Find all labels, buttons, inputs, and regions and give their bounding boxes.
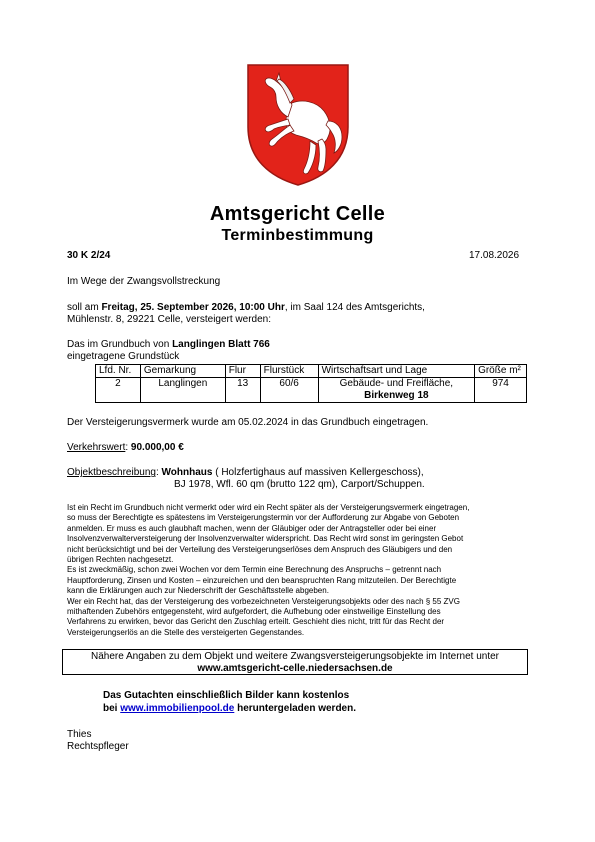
object-line (67, 467, 424, 479)
legal-note-line: Ist ein Recht im Grundbuch nicht vermerkt oder wird ein Recht später als der Versteigerungsvermerk eingetragen, (67, 503, 470, 512)
legal-note-line: mithaftenden Zubehörs entgegensteht, wird aufgefordert, die Aufhebung oder einstweilige Einstellung des (67, 607, 441, 617)
internet-notice-text: Nähere Angaben zu dem Objekt und weitere Zwangsversteigerungsobjekte im Internet unter (90, 651, 499, 662)
appointment-line (67, 302, 425, 314)
legal-note-line: Es ist zweckmäßig, schon zwei Wochen vor dem Termin eine Berechnung des Anspruchs – getrennt nach (67, 565, 442, 575)
col-gemarkung: Gemarkung (140, 365, 225, 378)
legal-notes (67, 503, 529, 638)
table-header-row (96, 365, 527, 378)
col-flur: Flur (225, 365, 260, 378)
col-lfd-nr: Lfd. Nr. (96, 365, 141, 378)
appointment-prefix: soll am (67, 302, 102, 313)
col-wirtschaftsart: Wirtschaftsart und Lage (318, 365, 474, 378)
court-name: Amtsgericht Celle (209, 203, 386, 225)
cell-groesse: 974 (475, 378, 527, 403)
auction-note: Der Versteigerungsvermerk wurde am 05.02.2024 in das Grundbuch eingetragen. (67, 417, 429, 428)
land-register-book: Langlingen Blatt 766 (172, 339, 270, 350)
appointment-suffix: , im Saal 124 des Amtsgerichts, (284, 302, 425, 313)
legal-note-line: Versteigerungserlös an die Stelle des versteigerten Gegenstandes. (67, 627, 305, 637)
land-register-line (67, 339, 270, 351)
table-row (96, 378, 527, 403)
appraisal-suffix: heruntergeladen werden. (234, 703, 357, 714)
cell-wirtschaftsart-text: Gebäude- und Freifläche, (339, 378, 454, 389)
cell-flurstueck: 60/6 (260, 378, 318, 403)
market-value: 90.000,00 € (130, 442, 184, 453)
col-flurstueck: Flurstück (260, 365, 318, 378)
land-register-prefix: Das im Grundbuch von (67, 339, 173, 350)
col-groesse: Größe m² (475, 365, 527, 378)
market-value-label: Verkehrswert (67, 442, 126, 453)
market-value-line (67, 442, 184, 454)
object-detail-1: ( Holzfertighaus auf massiven Kellergeschoss), (212, 467, 424, 478)
legal-note-line: Hauptforderung, Zinsen und Kosten – einzureichen und den beanspruchten Rang mitzuteilen. Der Berechtigte (67, 575, 457, 585)
cell-lage: Birkenweg 18 (364, 390, 429, 401)
signature-name: Thies (67, 729, 92, 740)
appraisal-prefix: bei (103, 703, 121, 714)
coat-of-arms-shield (246, 63, 350, 187)
property-table (95, 364, 527, 403)
document-date: 17.08.2026 (469, 250, 520, 261)
market-value-colon: : (125, 442, 131, 453)
legal-note-line: so muss der Berechtigte es spätestens im Versteigerungstermin vor der Aufforderung zur Abgabe von Geboten (67, 513, 460, 523)
object-detail-2: BJ 1978, Wfl. 60 qm (brutto 122 qm), Carport/Schuppen. (174, 479, 425, 490)
internet-notice-box (62, 649, 528, 675)
file-number: 30 K 2/24 (67, 250, 111, 261)
object-label: Objektbeschreibung (67, 467, 156, 478)
object-colon: : (155, 467, 162, 478)
cell-lfd: 2 (96, 378, 141, 403)
legal-note-line: Wer ein Recht hat, das der Versteigerung des vorbezeichneten Versteigerungsobjekts oder des nach § 55 ZVG (67, 596, 460, 606)
immobilienpool-link[interactable]: www.immobilienpool.de (120, 703, 235, 714)
appraisal-line-2 (103, 703, 356, 715)
land-register-sub: eingetragene Grundstück (67, 351, 180, 362)
internet-notice-url[interactable]: www.amtsgericht-celle.niedersachsen.de (197, 663, 393, 674)
appointment-datetime: Freitag, 25. September 2026, 10:00 Uhr (101, 302, 285, 313)
legal-note-line: anmelden. Er muss es auch glaubhaft machen, wenn der Gläubiger oder der Antragsteller oder bei einer (67, 523, 437, 533)
document-type: Terminbestimmung (221, 227, 374, 244)
cell-wirtschaftsart (318, 378, 474, 403)
legal-note-line: nicht berücksichtigt und bei der Verteilung des Versteigerungserlöses dem Anspruch des Gläubigers und den (67, 544, 453, 554)
legal-note-line: Verfahrens zu erwirken, bevor das Gericht den Zuschlag erteilt. Geschieht dies nicht, tritt für das Recht der (67, 617, 445, 627)
intro-text: Im Wege der Zwangsvollstreckung (67, 276, 221, 287)
signature-role: Rechtspfleger (67, 741, 129, 752)
legal-note-line: Insolvenzverwalterversteigerung der Insolvenzverwalter widerspricht. Das Recht wird sonst im geringsten Gebot (67, 534, 464, 544)
appointment-location: Mühlenstr. 8, 29221 Celle, versteigert werden: (67, 314, 271, 325)
legal-note-line: übrigen Rechten nachgesetzt. (67, 555, 174, 565)
cell-flur: 13 (225, 378, 260, 403)
object-type: Wohnhaus (161, 467, 213, 478)
legal-note-line: kann die Erklärungen auch zur Niederschrift der Geschäftsstelle abgeben. (67, 586, 329, 596)
appraisal-line-1: Das Gutachten einschließlich Bilder kann kostenlos (103, 690, 350, 701)
cell-gemarkung: Langlingen (140, 378, 225, 403)
